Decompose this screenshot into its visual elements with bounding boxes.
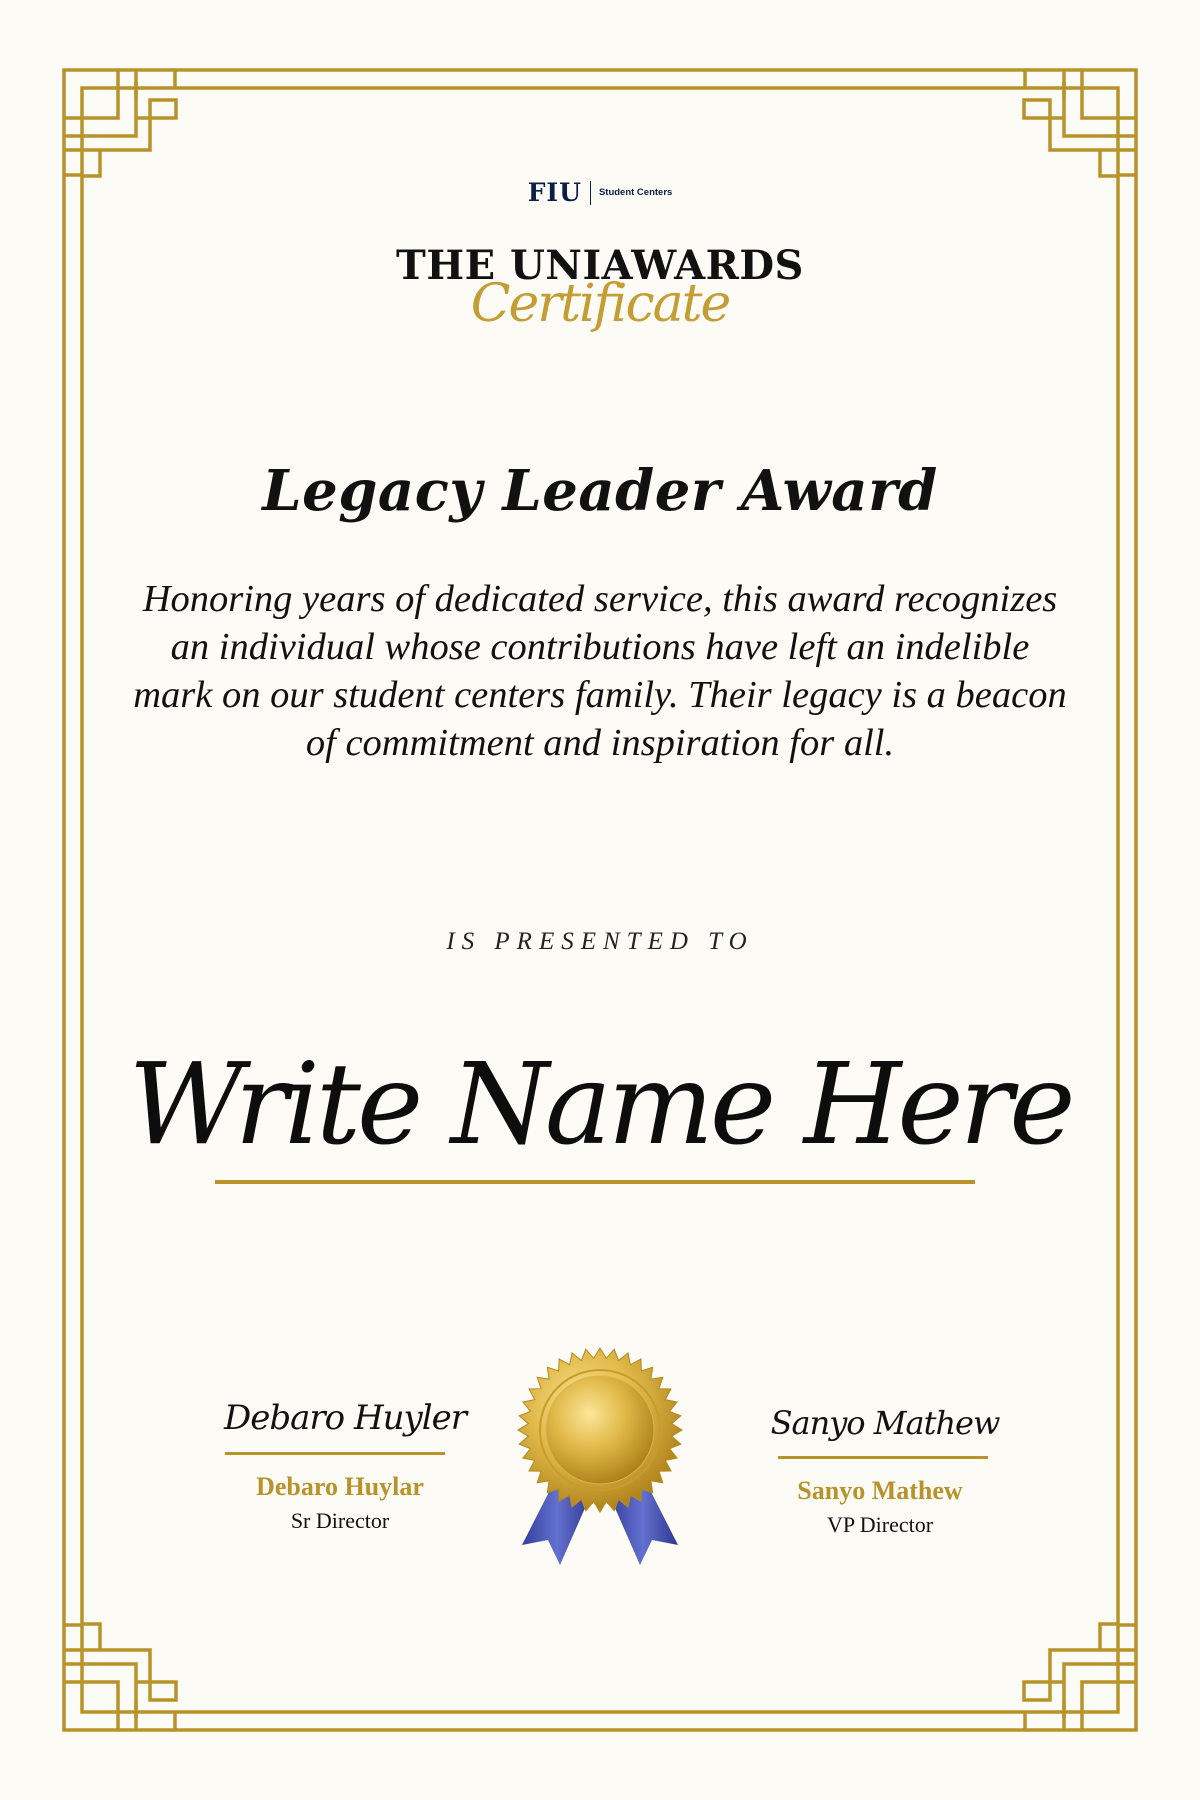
recipient-name-placeholder: Write Name Here: [128, 1040, 1072, 1170]
left-signature: Debaro Huyler: [224, 1398, 466, 1438]
gold-seal-icon: [500, 1340, 700, 1570]
brand-script-word: Certificate: [470, 274, 730, 334]
left-signature-line: [225, 1452, 445, 1455]
left-signatory-name: Debaro Huylar: [256, 1472, 424, 1501]
presented-to-label: IS PRESENTED TO: [446, 928, 754, 955]
recipient-underline: [215, 1180, 975, 1184]
brand-title: THE UNIAWARDS: [396, 242, 804, 289]
right-signature-line: [778, 1456, 988, 1459]
right-signature: Sanyo Mathew: [770, 1404, 1000, 1442]
left-signatory-role: Sr Director: [290, 1508, 390, 1533]
right-signatory-role: VP Director: [826, 1512, 934, 1537]
right-signatory-name: Sanyo Mathew: [797, 1476, 963, 1505]
award-title: Legacy Leader Award: [262, 458, 938, 524]
logo-unit: Student Centers: [598, 187, 673, 198]
logo-divider: [590, 181, 591, 205]
award-description: Honoring years of dedicated service, this award recognizes an individual whose contributions have left an indelible mark on our student centers family. Their legacy is a beacon of commitment and inspiration for all.: [133, 578, 1067, 764]
fiu-logo: [0, 178, 1200, 207]
logo-org: FIU: [527, 178, 582, 207]
